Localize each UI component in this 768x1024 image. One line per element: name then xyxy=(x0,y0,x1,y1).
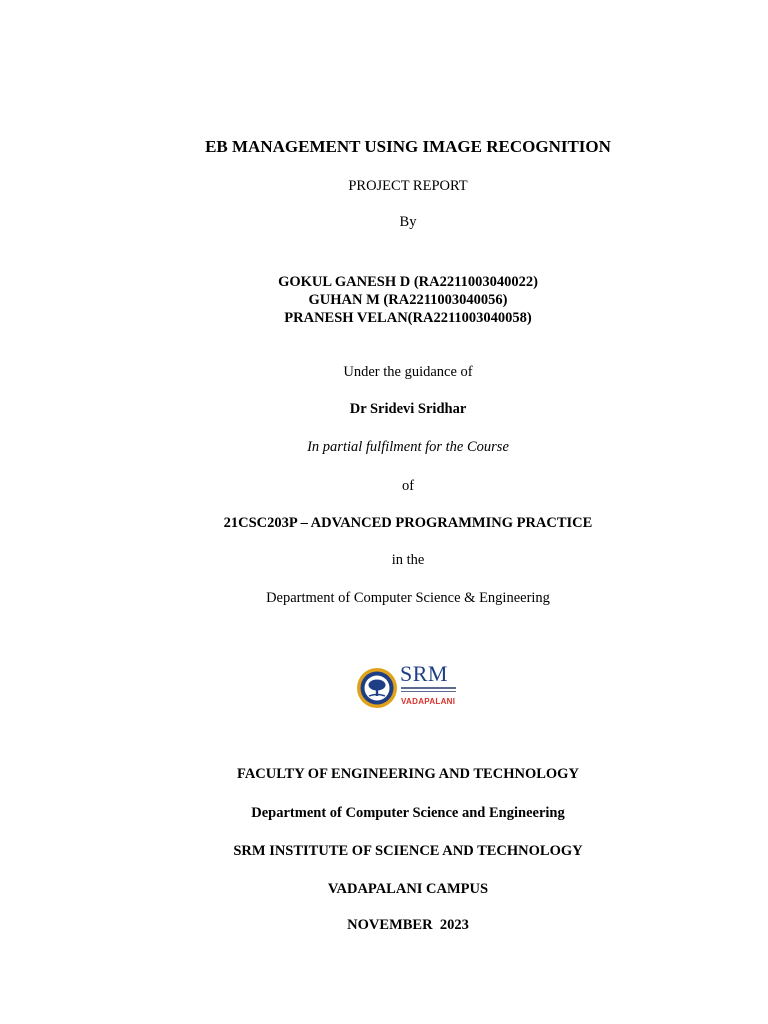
by-label: By xyxy=(399,214,417,230)
srm-campus-label: VADAPALANI xyxy=(401,697,456,706)
of-label: of xyxy=(401,478,415,494)
guide-name: Dr Sridevi Sridhar xyxy=(349,401,467,417)
faculty-name: FACULTY OF ENGINEERING AND TECHNOLOGY xyxy=(237,766,579,782)
campus-name: VADAPALANI CAMPUS xyxy=(327,881,489,897)
department-name: Department of Computer Science & Engineering xyxy=(266,590,550,606)
guidance-label: Under the guidance of xyxy=(343,364,473,380)
srm-tree-seal-icon xyxy=(356,667,398,709)
fulfilment-text: In partial fulfilment for the Course xyxy=(307,439,509,455)
report-type: PROJECT REPORT xyxy=(348,178,468,194)
institute-name: SRM INSTITUTE OF SCIENCE AND TECHNOLOGY xyxy=(233,843,583,859)
in-the-label: in the xyxy=(391,552,425,568)
author-1: GOKUL GANESH D (RA2211003040022) xyxy=(278,274,538,290)
author-2: GUHAN M (RA2211003040056) xyxy=(308,292,508,308)
report-title: EB MANAGEMENT USING IMAGE RECOGNITION xyxy=(205,137,611,156)
course-name: 21CSC203P – ADVANCED PROGRAMMING PRACTICE xyxy=(223,515,593,531)
srm-logo xyxy=(356,661,456,711)
footer-department: Department of Computer Science and Engineering xyxy=(251,805,565,821)
author-3: PRANESH VELAN(RA2211003040058) xyxy=(284,310,532,326)
srm-name: SRM xyxy=(400,661,448,686)
srm-tagline-lines xyxy=(401,687,456,696)
report-date: NOVEMBER 2023 xyxy=(347,917,469,933)
srm-wordmark xyxy=(400,661,458,711)
